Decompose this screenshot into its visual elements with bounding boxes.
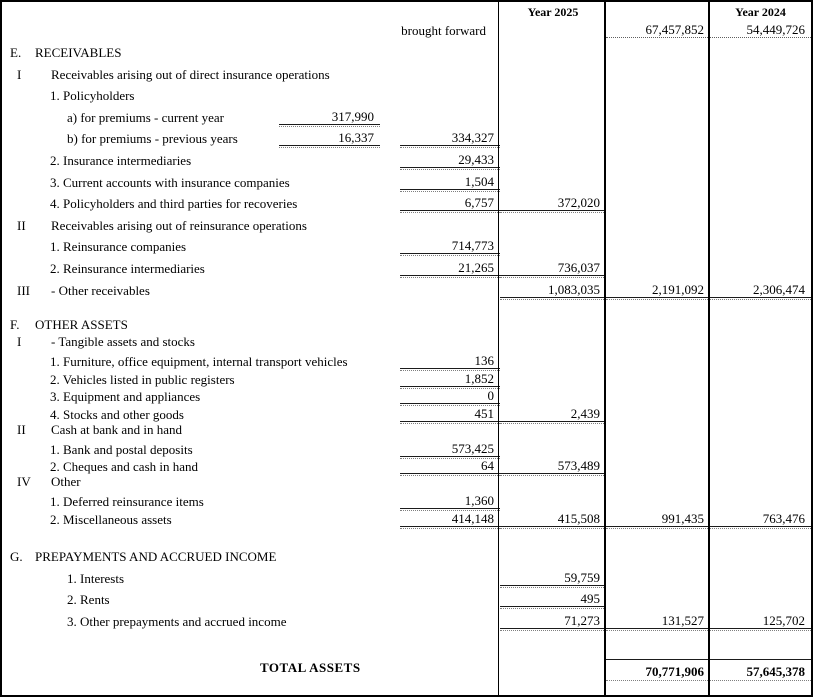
- amount-e: 991,435: [606, 511, 710, 527]
- amount-f: 2,306,474: [710, 282, 811, 298]
- total-assets-row: [2, 653, 811, 683]
- amount-d: 2,439: [500, 406, 606, 422]
- line-item-row: [2, 406, 811, 424]
- line-item-label: 1. Interests: [67, 570, 125, 586]
- brought-forward-label: brought forward: [401, 23, 486, 38]
- line-item-row: [2, 336, 811, 354]
- line-item-label: Other: [51, 474, 81, 490]
- amount-c: 414,148: [400, 511, 500, 527]
- amount-f: 763,476: [710, 511, 811, 527]
- line-item-label: 1. Reinsurance companies: [50, 239, 187, 255]
- total-assets-label: TOTAL ASSETS: [260, 659, 361, 675]
- amount-c: 0: [400, 388, 500, 404]
- amount-d: 59,759: [500, 570, 606, 586]
- line-item-label: - Other receivables: [51, 282, 150, 298]
- line-item-label: b) for premiums - previous years: [67, 131, 238, 147]
- column-divider: [604, 2, 606, 695]
- amount-c: 1,360: [400, 493, 500, 509]
- line-item-label: a) for premiums - current year: [67, 109, 225, 125]
- line-item-label: 2. Rents: [67, 592, 110, 608]
- brought-forward-amount-2025: 67,457,852: [606, 22, 710, 38]
- line-item-row: [2, 107, 811, 129]
- line-item-row: [2, 493, 811, 511]
- line-item-row: [2, 476, 811, 494]
- amount-c: 451: [400, 406, 500, 422]
- line-item-label: 2. Reinsurance intermediaries: [50, 260, 205, 276]
- line-item-row: [2, 280, 811, 302]
- line-item-label: Cash at bank and in hand: [51, 421, 183, 437]
- amount-c: 334,327: [400, 130, 500, 146]
- line-item-row: [2, 172, 811, 194]
- line-item-label: 2. Miscellaneous assets: [50, 511, 172, 527]
- amount-d: 415,508: [500, 511, 606, 527]
- roman-numeral: I: [17, 334, 22, 350]
- year-2024-column-header: Year 2024: [735, 5, 786, 19]
- line-item-row: [2, 258, 811, 280]
- line-item-row: [2, 64, 811, 86]
- amount-d: 495: [500, 591, 606, 607]
- line-item-label: 4. Stocks and other goods: [50, 406, 184, 422]
- amount-d: 736,037: [500, 260, 606, 276]
- amount-c: 573,425: [400, 441, 500, 457]
- amount-c: 21,265: [400, 260, 500, 276]
- section-letter: G.: [10, 549, 23, 565]
- section-header-row: [2, 318, 811, 336]
- roman-numeral: III: [17, 282, 30, 298]
- section-letter: E.: [10, 45, 22, 60]
- table-header-row: [2, 2, 811, 22]
- total-assets-amount-2024: 57,645,378: [710, 659, 811, 679]
- roman-numeral: II: [17, 421, 26, 437]
- amount-d: 372,020: [500, 195, 606, 211]
- line-item-row: [2, 423, 811, 441]
- line-item-label: 1. Deferred reinsurance items: [50, 494, 204, 510]
- line-item-row: [2, 511, 811, 529]
- line-item-label: 3. Other prepayments and accrued income: [67, 613, 287, 629]
- amount-c: 29,433: [400, 152, 500, 168]
- line-item-label: 3. Equipment and appliances: [50, 389, 201, 405]
- line-item-label: 2. Cheques and cash in hand: [50, 459, 199, 475]
- line-item-row: [2, 353, 811, 371]
- line-item-label: 1. Policyholders: [50, 88, 135, 104]
- total-assets-amount-2025: 70,771,906: [606, 659, 710, 679]
- amount-f: 125,702: [710, 613, 811, 629]
- section-spacer: [2, 302, 811, 318]
- line-item-label: 3. Current accounts with insurance companies: [50, 174, 290, 190]
- section-title: OTHER ASSETS: [35, 316, 128, 332]
- brought-forward-amount-2024: 54,449,726: [710, 22, 811, 38]
- line-item-label: Receivables arising out of reinsurance operations: [51, 217, 307, 233]
- line-item-label: 1. Bank and postal deposits: [50, 441, 193, 457]
- amount-c: 1,504: [400, 174, 500, 190]
- line-item-row: [2, 568, 811, 590]
- line-item-row: [2, 458, 811, 476]
- column-divider: [498, 2, 499, 695]
- column-divider: [708, 2, 710, 695]
- line-item-label: 2. Insurance intermediaries: [50, 152, 192, 168]
- line-item-row: [2, 388, 811, 406]
- section-title: RECEIVABLES: [35, 45, 122, 60]
- roman-numeral: II: [17, 217, 26, 233]
- section-letter: F.: [10, 316, 20, 332]
- section-title: PREPAYMENTS AND ACCRUED INCOME: [35, 549, 277, 565]
- amount-c: 136: [400, 353, 500, 369]
- line-item-row: [2, 590, 811, 612]
- section-spacer: [2, 528, 811, 546]
- amount-d: 1,083,035: [500, 282, 606, 298]
- line-item-row: [2, 129, 811, 151]
- line-item-label: 1. Furniture, office equipment, internal transport vehicles: [50, 354, 348, 370]
- line-items-container: [2, 42, 811, 653]
- amount-c: 6,757: [400, 195, 500, 211]
- year-2025-column-header: Year 2025: [527, 5, 579, 19]
- amount-c: 1,852: [400, 371, 500, 387]
- amount-b: 16,337: [279, 130, 380, 146]
- section-header-row: [2, 546, 811, 568]
- line-item-label: 4. Policyholders and third parties for recoveries: [50, 196, 298, 212]
- amount-d: 71,273: [500, 613, 606, 629]
- line-item-label: Receivables arising out of direct insurance operations: [51, 66, 330, 82]
- line-item-label: - Tangible assets and stocks: [51, 334, 195, 350]
- section-header-row: [2, 42, 811, 64]
- roman-numeral: IV: [17, 474, 31, 490]
- roman-numeral: I: [17, 66, 22, 82]
- line-item-row: [2, 150, 811, 172]
- amount-d: 573,489: [500, 458, 606, 474]
- amount-e: 131,527: [606, 613, 710, 629]
- line-item-row: [2, 611, 811, 633]
- brought-forward-row: [2, 22, 811, 42]
- line-item-row: [2, 194, 811, 216]
- amount-b: 317,990: [279, 109, 380, 125]
- line-item-row: [2, 237, 811, 259]
- line-item-row: [2, 215, 811, 237]
- line-item-row: [2, 86, 811, 108]
- line-item-row: [2, 441, 811, 459]
- line-item-label: 2. Vehicles listed in public registers: [50, 371, 235, 387]
- amount-c: 64: [400, 458, 500, 474]
- amount-e: 2,191,092: [606, 282, 710, 298]
- amount-c: 714,773: [400, 238, 500, 254]
- line-item-row: [2, 371, 811, 389]
- section-spacer: [2, 633, 811, 653]
